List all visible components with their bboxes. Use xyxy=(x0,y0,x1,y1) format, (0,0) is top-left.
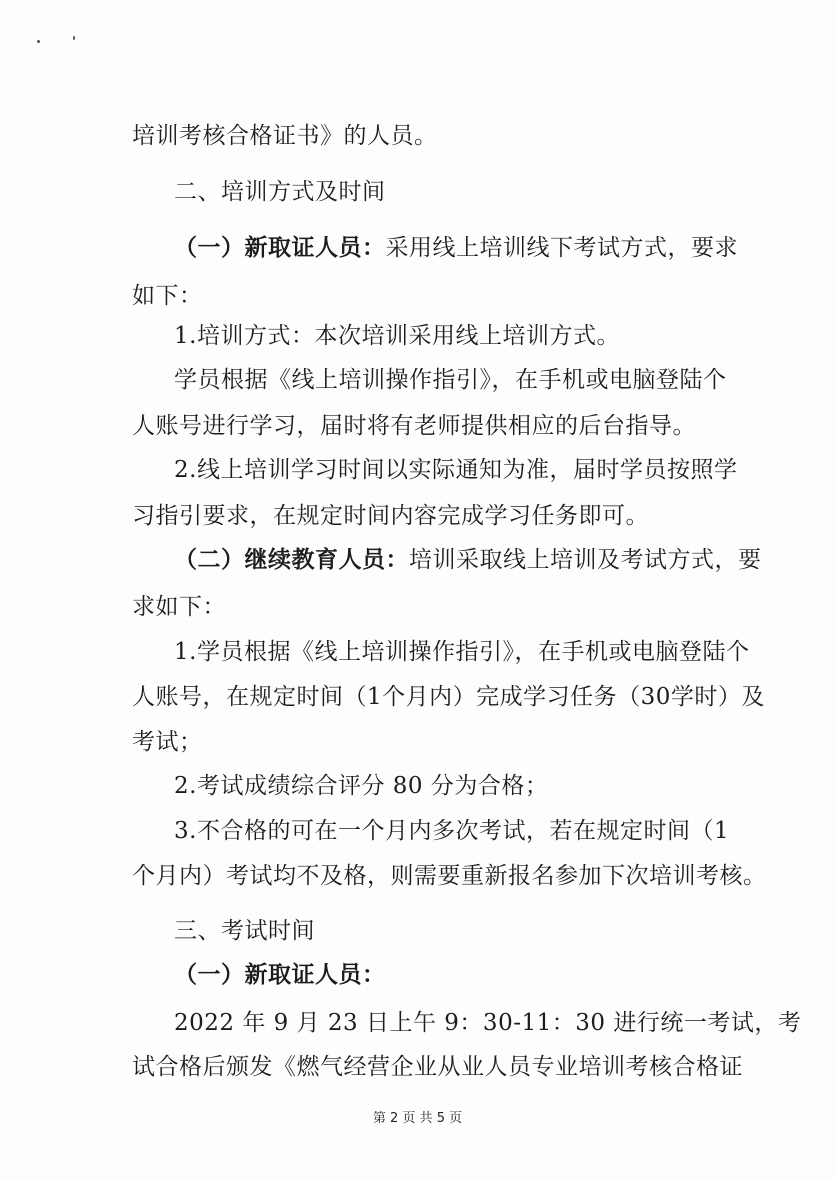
subheading-label: （一）新取证人员： xyxy=(174,234,386,261)
text-line: 2.线上培训学习时间以实际通知为准，届时学员按照学 xyxy=(174,457,738,483)
text-line: 人账号，在规定时间（1个月内）完成学习任务（30学时）及 xyxy=(132,684,765,710)
section-heading-exam-time: 三、考试时间 xyxy=(174,918,315,944)
text-line: 1.学员根据《线上培训操作指引》，在手机或电脑登陆个 xyxy=(174,639,750,665)
text-line: 试合格后颁发《燃气经营企业从业人员专业培训考核合格证 xyxy=(132,1054,743,1080)
scan-speck xyxy=(73,36,75,40)
text-line: 习指引要求，在规定时间内容完成学习任务即可。 xyxy=(132,503,649,529)
text-line: （二）继续教育人员：培训采取线上培训及考试方式，要 xyxy=(174,546,762,573)
subheading-label: （一）新取证人员： xyxy=(174,961,386,988)
text-line: 人账号进行学习，届时将有老师提供相应的后台指导。 xyxy=(132,413,696,439)
text-line: 2.考试成绩综合评分 80 分为合格； xyxy=(174,773,549,799)
subheading-label: （二）继续教育人员： xyxy=(174,546,409,573)
text-line: 求如下： xyxy=(132,594,226,620)
text-line: 3.不合格的可在一个月内多次考试，若在规定时间（1 xyxy=(174,818,730,844)
scan-speck xyxy=(37,40,40,43)
text-line: （一）新取证人员：采用线上培训线下考试方式，要求 xyxy=(174,234,738,261)
text-line: 个月内）考试均不及格，则需要重新报名参加下次培训考核。 xyxy=(132,863,767,889)
text-line: 学员根据《线上培训操作指引》，在手机或电脑登陆个 xyxy=(174,367,727,393)
text-line: 培训考核合格证书》的人员。 xyxy=(132,123,438,149)
text-line: 如下： xyxy=(132,283,203,309)
section-heading-training-method: 二、培训方式及时间 xyxy=(174,179,386,205)
page-footer: 第 2 页 共 5 页 xyxy=(372,1111,463,1126)
text-line: 考试； xyxy=(132,729,203,755)
text-line: 1.培训方式：本次培训采用线上培训方式。 xyxy=(174,323,620,349)
text-line xyxy=(174,960,386,990)
text-line: 2022 年 9 月 23 日上午 9：30-11：30 进行统一考试，考 xyxy=(174,1010,802,1036)
